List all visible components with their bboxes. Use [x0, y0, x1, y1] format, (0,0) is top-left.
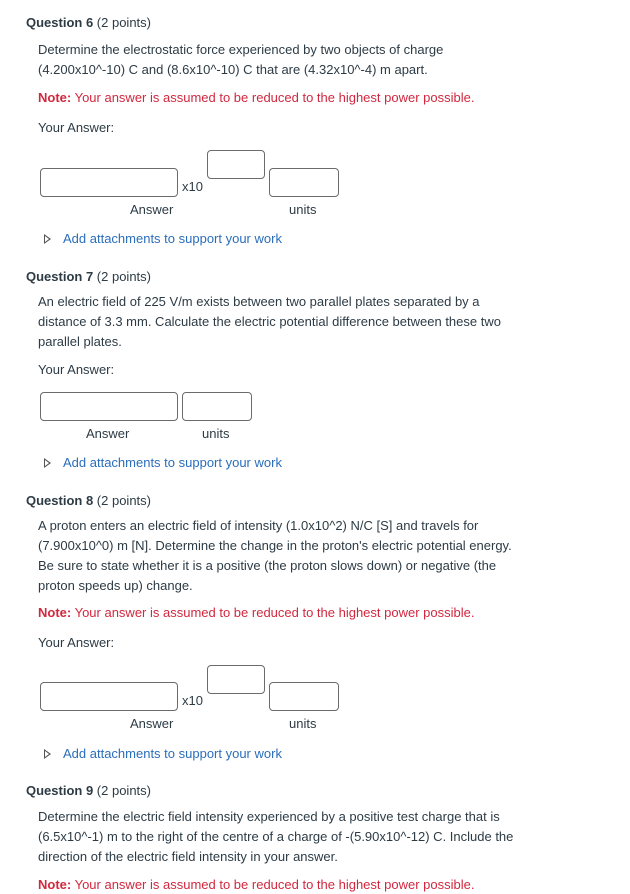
question-title: Question 7 (2 points): [26, 269, 151, 284]
answer-input[interactable]: [40, 682, 178, 711]
answer-input[interactable]: [40, 392, 178, 421]
question-text: Determine the electric field intensity experienced by a positive test charge that is (6.5x10^-1) m to the right of the centre of a charge of -(5.90x10^-12) C. Include the direction of the electric field intensity in your answer.: [38, 809, 514, 864]
your-answer-label: Your Answer:: [38, 362, 115, 377]
note: Note: Your answer is assumed to be reduced to the highest power possible.: [38, 90, 475, 105]
note: Note: Your answer is assumed to be reduced to the highest power possible.: [38, 877, 475, 892]
answer-input[interactable]: [40, 168, 178, 197]
add-attachments-link[interactable]: Add attachments to support your work: [44, 455, 282, 470]
add-attachments-link[interactable]: Add attachments to support your work: [44, 746, 282, 761]
note: Note: Your answer is assumed to be reduced to the highest power possible.: [38, 605, 475, 620]
expand-triangle-icon: [44, 234, 51, 244]
exponent-input[interactable]: [207, 665, 265, 694]
units-label: units: [289, 716, 317, 731]
answer-label: Answer: [130, 202, 174, 217]
question-text: Determine the electrostatic force experienced by two objects of charge (4.200x10^-10) C and (8.6x10^-10) C that are (4.32x10^-4) m apart.: [38, 42, 444, 77]
units-input[interactable]: [182, 392, 252, 421]
question-text: An electric field of 225 V/m exists between two parallel plates separated by a distance of 3.3 mm. Calculate the electric potential difference between these two parallel plates.: [38, 294, 501, 349]
your-answer-label: Your Answer:: [38, 120, 115, 135]
units-input[interactable]: [269, 168, 339, 197]
units-label: units: [202, 426, 230, 441]
question-title: Question 9 (2 points): [26, 783, 151, 798]
x10-label: x10: [182, 179, 203, 194]
add-attachments-link[interactable]: Add attachments to support your work: [44, 231, 282, 246]
answer-label: Answer: [86, 426, 130, 441]
units-input[interactable]: [269, 682, 339, 711]
question-title: Question 8 (2 points): [26, 493, 151, 508]
x10-label: x10: [182, 693, 203, 708]
question-title: Question 6 (2 points): [26, 15, 151, 30]
expand-triangle-icon: [44, 458, 51, 468]
expand-triangle-icon: [44, 749, 51, 759]
your-answer-label: Your Answer:: [38, 635, 115, 650]
question-text: A proton enters an electric field of intensity (1.0x10^2) N/C [S] and travels for (7.900x10^0) m [N]. Determine the change in the proton's electric potential energy. Be sure to state whether it is a positive (the proton slows down) or negative (the proton speeds up) change.: [38, 518, 512, 593]
units-label: units: [289, 202, 317, 217]
exponent-input[interactable]: [207, 150, 265, 179]
answer-label: Answer: [130, 716, 174, 731]
